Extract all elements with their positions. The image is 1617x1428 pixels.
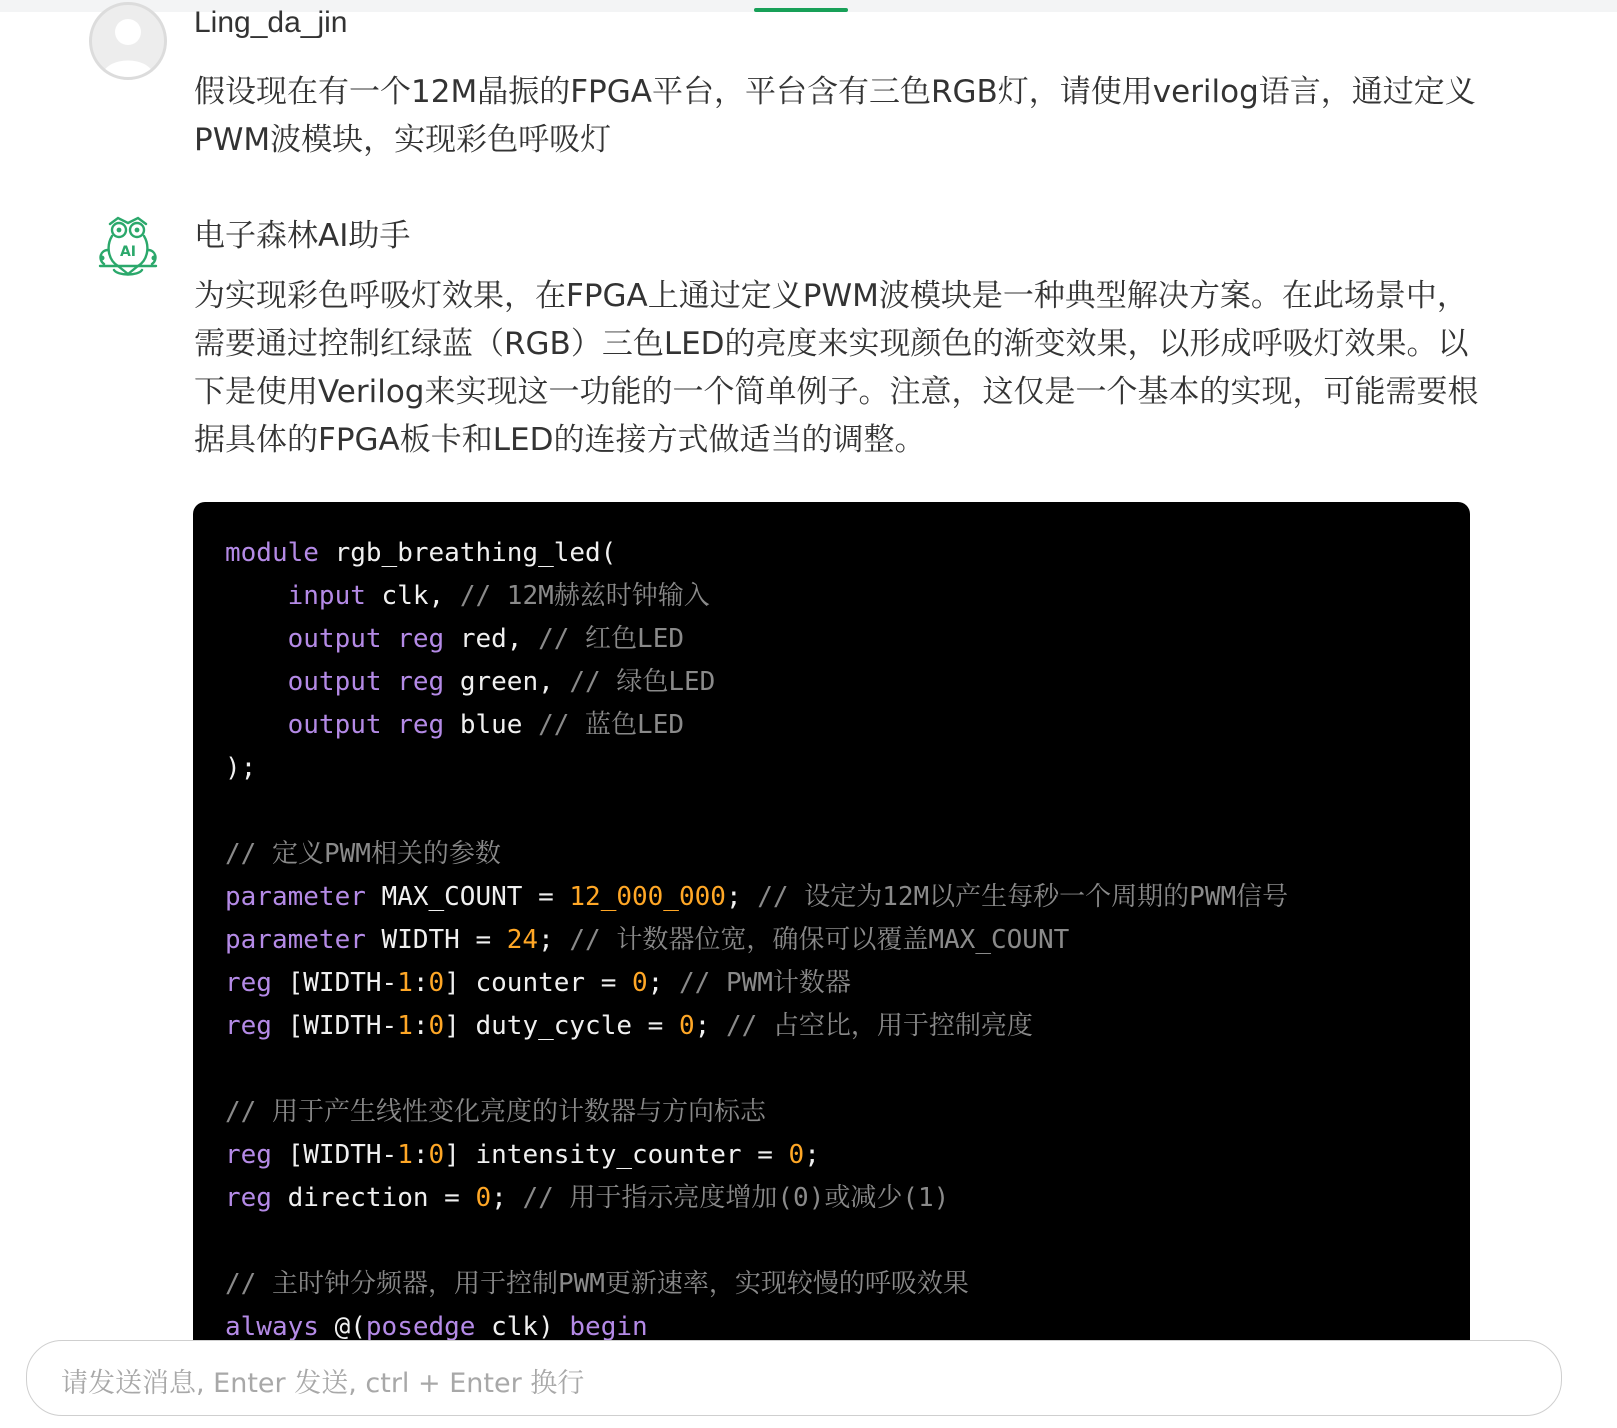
- code-token: red,: [444, 624, 539, 654]
- code-token: ;: [538, 925, 570, 955]
- code-token: :: [412, 1140, 429, 1170]
- code-token: 1: [397, 1140, 413, 1170]
- code-token: 0: [428, 1140, 445, 1170]
- code-token: WIDTH =: [365, 925, 507, 955]
- code-line: [225, 1220, 1288, 1263]
- code-token: 1: [397, 968, 413, 998]
- code-token: [382, 667, 398, 697]
- code-line: [225, 661, 1288, 704]
- code-line: [225, 790, 1288, 833]
- code-token: :: [412, 968, 429, 998]
- code-token: // PWM计数器: [678, 968, 851, 998]
- user-avatar: [89, 2, 167, 80]
- code-token: );: [225, 753, 257, 783]
- code-token: [382, 624, 398, 654]
- code-token: [382, 710, 398, 740]
- code-token: :: [412, 1011, 429, 1041]
- code-token: ;: [647, 968, 679, 998]
- code-line: [225, 962, 1288, 1005]
- code-token: ;: [694, 1011, 726, 1041]
- code-token: ] intensity_counter =: [444, 1140, 789, 1170]
- code-line: [225, 575, 1288, 618]
- code-token: module: [225, 538, 319, 568]
- code-token: reg: [225, 1183, 272, 1213]
- code-token: parameter: [225, 882, 366, 912]
- code-line: [225, 1177, 1288, 1220]
- code-token: 0: [678, 1011, 695, 1041]
- code-token: // 12M赫兹时钟输入: [459, 581, 710, 611]
- user-name: Ling_da_jin: [194, 6, 348, 39]
- code-token: 0: [632, 968, 648, 998]
- code-token: reg: [225, 1011, 272, 1041]
- code-token: output: [287, 710, 382, 740]
- code-token: // 红色LED: [538, 624, 685, 654]
- code-token: [WIDTH-: [271, 1011, 398, 1041]
- code-line: [225, 876, 1288, 919]
- ai-owl-avatar-icon: [94, 210, 162, 282]
- code-token: // 绿色LED: [569, 667, 716, 697]
- code-token: 0: [428, 968, 445, 998]
- code-line: [225, 1263, 1288, 1306]
- user-message: 假设现在有一个12M晶振的FPGA平台，平台含有三色RGB灯，请使用verilog语言，通过定义PWM波模块，实现彩色呼吸灯: [194, 74, 1476, 158]
- code-token: MAX_COUNT =: [365, 882, 570, 912]
- svg-text:AI: AI: [119, 244, 137, 260]
- message-input[interactable]: [26, 1340, 1562, 1416]
- code-token: [WIDTH-: [271, 968, 398, 998]
- code-line: [225, 1306, 1288, 1340]
- code-token: [225, 624, 288, 654]
- code-token: 12_000_000: [569, 882, 726, 912]
- code-token: parameter: [225, 925, 366, 955]
- code-token: ] duty_cycle =: [444, 1011, 679, 1041]
- code-line: [225, 1005, 1288, 1048]
- code-line: [225, 618, 1288, 661]
- code-line: [225, 747, 1288, 790]
- code-token: ;: [725, 882, 758, 912]
- code-token: // 设定为12M以产生每秒一个周期的PWM信号: [757, 882, 1289, 912]
- code-token: // 用于产生线性变化亮度的计数器与方向标志: [225, 1097, 766, 1127]
- code-content: [225, 532, 1288, 1340]
- code-token: @(: [318, 1312, 366, 1340]
- code-token: reg: [397, 624, 445, 654]
- code-token: direction =: [271, 1183, 476, 1213]
- user-avatar-icon: [92, 5, 164, 77]
- code-line: [225, 833, 1288, 876]
- code-line: [225, 532, 1288, 575]
- code-token: 1: [397, 1011, 413, 1041]
- code-token: output: [287, 624, 382, 654]
- code-token: 0: [788, 1140, 805, 1170]
- code-line: [225, 1091, 1288, 1134]
- code-block: [193, 502, 1470, 1340]
- code-token: blue: [444, 710, 539, 740]
- code-token: input: [287, 581, 366, 611]
- code-token: always: [225, 1312, 319, 1340]
- code-token: 0: [428, 1011, 445, 1041]
- code-token: reg: [397, 710, 445, 740]
- code-token: clk): [475, 1312, 570, 1340]
- code-token: reg: [225, 1140, 272, 1170]
- code-line: [225, 704, 1288, 747]
- code-token: // 定义PWM相关的参数: [225, 839, 501, 869]
- code-token: // 计数器位宽，确保可以覆盖MAX_COUNT: [569, 925, 1070, 955]
- code-token: // 主时钟分频器，用于控制PWM更新速率，实现较慢的呼吸效果: [225, 1269, 969, 1299]
- code-token: ;: [491, 1183, 523, 1213]
- code-token: [225, 667, 288, 697]
- code-line: [225, 1134, 1288, 1177]
- code-token: ;: [804, 1140, 820, 1170]
- code-token: [225, 710, 288, 740]
- code-token: // 占空比，用于控制亮度: [725, 1011, 1033, 1041]
- code-token: // 用于指示亮度增加(0)或减少(1): [522, 1183, 950, 1213]
- code-token: [225, 581, 288, 611]
- code-line: [225, 919, 1288, 962]
- code-token: begin: [569, 1312, 648, 1340]
- code-token: reg: [397, 667, 445, 697]
- code-token: output: [287, 667, 382, 697]
- message-input-placeholder: 请发送消息, Enter 发送, ctrl + Enter 换行: [61, 1368, 585, 1399]
- code-token: rgb_breathing_led(: [318, 538, 617, 568]
- code-token: clk,: [365, 581, 460, 611]
- code-token: reg: [225, 968, 272, 998]
- code-token: 0: [475, 1183, 492, 1213]
- code-token: 24: [506, 925, 539, 955]
- code-token: green,: [444, 667, 570, 697]
- code-line: [225, 1048, 1288, 1091]
- assistant-name: 电子森林AI助手: [194, 218, 411, 254]
- assistant-message: 为实现彩色呼吸灯效果，在FPGA上通过定义PWM波模块是一种典型解决方案。在此场景中，需要通过控制红绿蓝（RGB）三色LED的亮度来实现颜色的渐变效果，以形成呼吸灯效果。以下是使用Verilog来实现这一功能的一个简单例子。注意，这仅是一个基本的实现，可能需要根据具体的FPGA板卡和LED的连接方式做适当的调整。: [194, 278, 1479, 458]
- code-token: // 蓝色LED: [538, 710, 685, 740]
- code-token: [WIDTH-: [271, 1140, 398, 1170]
- code-token: ] counter =: [444, 968, 633, 998]
- input-area: [0, 1340, 1617, 1428]
- code-token: posedge: [365, 1312, 476, 1340]
